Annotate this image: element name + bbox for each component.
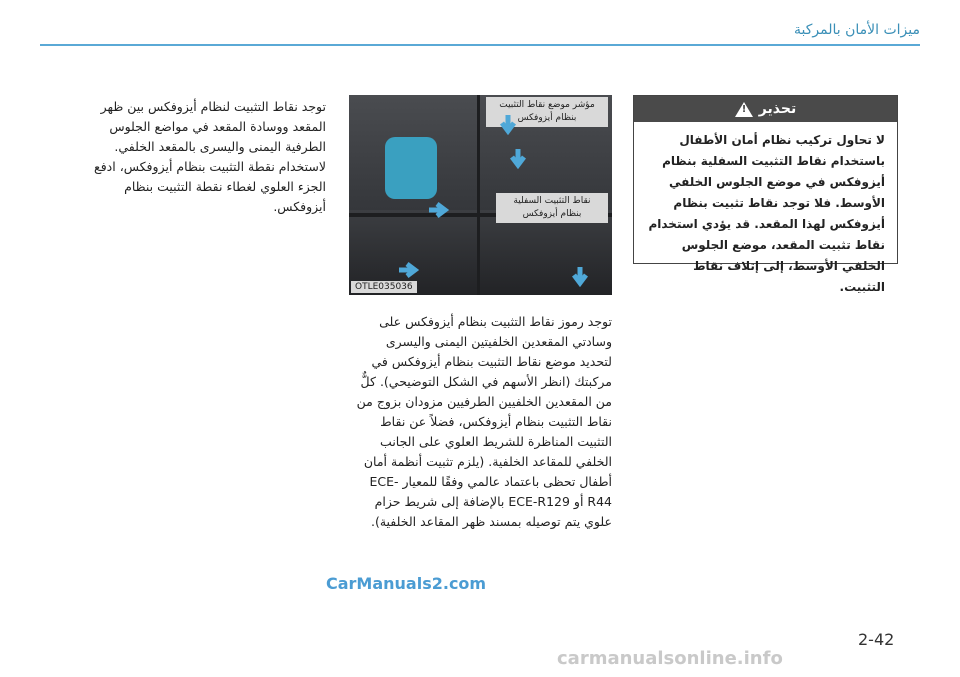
arrow-icon — [507, 147, 529, 169]
warning-header — [634, 96, 897, 122]
arrow-icon — [427, 199, 449, 221]
mid-text-block: توجد رموز نقاط التثبيت بنظام أيزوفكس على وسادتي المقعدين الخلفيتين اليمنى واليسرى لتحديد موضع نقاط التثبيت بنظام أيزوفكس في مركبتك (انظر الأسهم في الشكل التوضيحي). كلٌّ من المقعدين الخلفيين الطرفيين مزودان بزوج من نقاط التثبيت بنظام أيزوفكس، فضلاً عن نقاط التثبيت المناظرة للشريط العلوي على الجانب الخلفي للمقاعد الخلفية. (يلزم تثبيت أنظمة أمان أطفال تحظى باعتماد عالمي وفقًا للمعيار ECE-R44 أو ECE-R129 بالإضافة إلى شريط حزام علوي يتم توصيله بمسند ظهر المقاعد الخلفية). — [356, 314, 612, 529]
arrow-icon — [569, 265, 591, 287]
warning-box — [633, 95, 898, 294]
watermark: CarManuals2.com — [326, 574, 487, 593]
footer-watermark: carmanualsonline.info — [557, 648, 783, 669]
arrow-icon — [397, 259, 419, 281]
seat-photo — [349, 95, 612, 295]
photo-callout-top: مؤشر موضع نقاط التثبيت بنظام أيزوفكس — [486, 97, 608, 127]
warning-heading: تحذير — [758, 101, 797, 117]
seat-seam-vertical — [477, 95, 480, 295]
page-number: 2-42 — [858, 630, 895, 649]
image-code: OTLE035036 — [351, 281, 417, 293]
arrow-icon — [497, 113, 519, 135]
header-rule — [40, 44, 920, 46]
photo-callout-mid: نقاط التثبيت السفلية بنظام أيزوفكس — [496, 193, 608, 223]
left-text-block: توجد نقاط التثبيت لنظام أيزوفكس بين ظهر المقعد ووسادة المقعد في مواضع الجلوس الطرفية اليمنى واليسرى بالمقعد الخلفي. لاستخدام نقطة التثبيت بنظام أيزوفكس، ادفع الجزء العلوي لغطاء نقطة التثبيت بنظام أيزوفكس. — [94, 99, 326, 214]
blue-object — [385, 137, 437, 199]
warning-text: لا تحاول تركيب نظام أمان الأطفال باستخدام نقاط التثبيت السفلية بنظام أيزوفكس في موضع الجلوس الخلفي الأوسط. فلا توجد نقاط تثبيت بنظام أيزوفكس لهذا المقعد. قد يؤدي استخدام نقاط تثبيت المقعد، موضع الجلوس الخلفي الأوسط، إلى إتلاف نقاط التثبيت. — [648, 133, 885, 294]
page-header-title: ميزات الأمان بالمركبة — [794, 22, 920, 38]
warning-triangle-icon — [735, 102, 753, 117]
